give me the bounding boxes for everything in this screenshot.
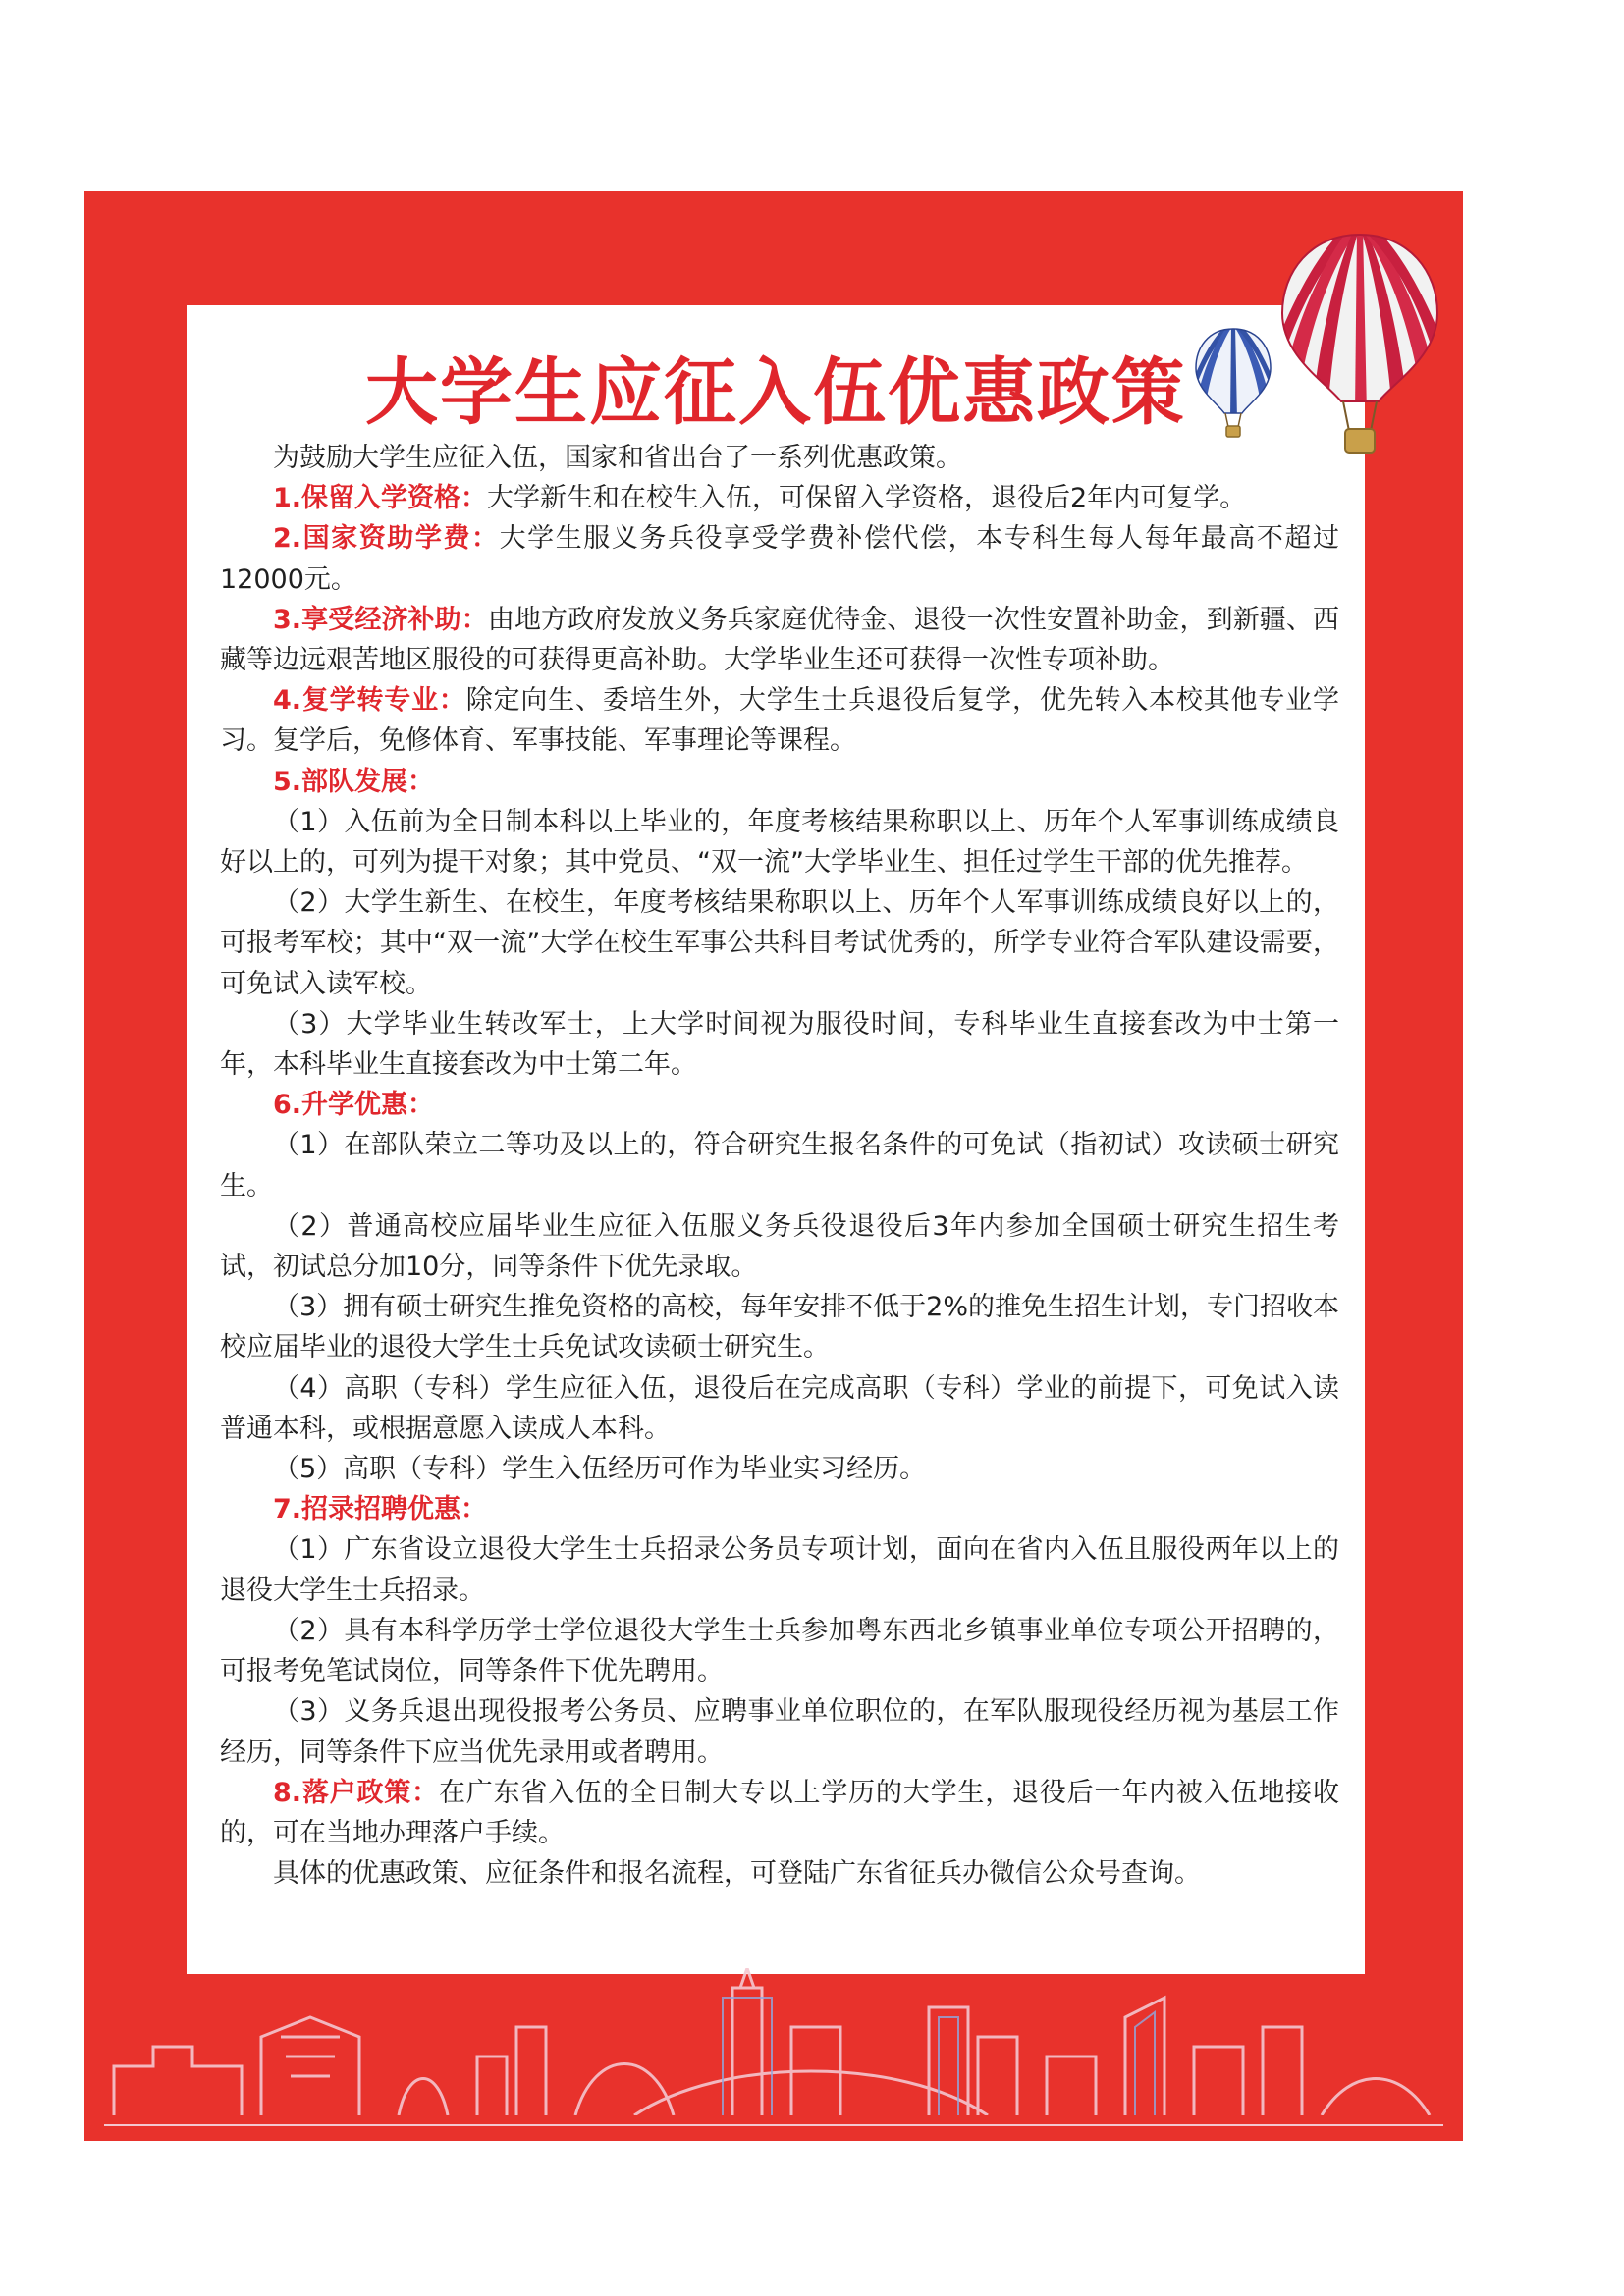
- section-6-item: （4）高职（专科）学生应征入伍，退役后在完成高职（专科）学业的前提下，可免试入读普通本科，或根据意愿入读成人本科。: [220, 1372, 1339, 1444]
- section-1-text: 大学新生和在校生入伍，可保留入学资格，退役后2年内可复学。: [487, 483, 1247, 514]
- section-5-heading: [220, 762, 1339, 802]
- section-5-item: （2）大学生新生、在校生，年度考核结果称职以上、历年个人军事训练成绩良好以上的，可报考军校；其中“双一流”大学在校生军事公共科目考试优秀的，所学专业符合军队建设需要，可免试入读军校。: [220, 887, 1339, 999]
- section-1: [220, 478, 1339, 518]
- section-5-heading-text: 5.部队发展：: [273, 766, 435, 797]
- section-5-item: （3）大学毕业生转改军士，上大学时间视为服役时间，专科毕业生直接套改为中士第一年，本科毕业生直接套改为中士第二年。: [220, 1008, 1339, 1081]
- section-2: [220, 518, 1339, 599]
- section-7-item: （1）广东省设立退役大学生士兵招录公务员专项计划，面向在省内入伍且服役两年以上的退役大学生士兵招录。: [220, 1534, 1339, 1606]
- section-4-text: 除定向生、委培生外，大学生士兵退役后复学，优先转入本校其他专业学习。复学后，免修体育、军事技能、军事理论等课程。: [220, 685, 1339, 757]
- closing-paragraph: 具体的优惠政策、应征条件和报名流程，可登陆广东省征兵办微信公众号查询。: [273, 1858, 1201, 1890]
- city-skyline-illustration: [84, 1968, 1463, 2141]
- section-6-item: （3）拥有硕士研究生推免资格的高校，每年安排不低于2%的推免生招生计划，专门招收本校应届毕业的退役大学生士兵免试攻读硕士研究生。: [220, 1292, 1340, 1363]
- policy-text: [220, 438, 1339, 1894]
- section-5-item: （1）入伍前为全日制本科以上毕业的，年度考核结果称职以上、历年个人军事训练成绩良好以上的，可列为提干对象；其中党员、“双一流”大学毕业生、担任过学生干部的优先推荐。: [220, 806, 1339, 879]
- section-4-heading: 4.复学转专业：: [273, 685, 466, 717]
- section-3-text: 由地方政府发放义务兵家庭优待金、退役一次性安置补助金，到新疆、西藏等边远艰苦地区服役的可获得更高补助。大学毕业生还可获得一次性专项补助。: [220, 604, 1340, 676]
- section-7-heading-text: 7.招录招聘优惠：: [273, 1494, 488, 1525]
- page-title: 大学生应征入伍优惠政策: [365, 350, 1186, 435]
- section-2-heading: 2.国家资助学费：: [273, 523, 500, 555]
- section-8-heading: 8.落户政策：: [273, 1777, 439, 1808]
- section-3-heading: 3.享受经济补助：: [273, 604, 488, 635]
- section-6-item: （2）普通高校应届毕业生应征入伍服义务兵役退役后3年内参加全国硕士研究生招生考试，初试总分加10分，同等条件下优先录取。: [220, 1210, 1339, 1283]
- section-1-heading: 1.保留入学资格：: [273, 483, 488, 514]
- section-6-item: （1）在部队荣立二等功及以上的，符合研究生报名条件的可免试（指初试）攻读硕士研究生。: [220, 1130, 1339, 1201]
- section-7-heading: [220, 1489, 1339, 1529]
- section-8-text: 在广东省入伍的全日制大专以上学历的大学生，退役后一年内被入伍地接收的，可在当地办理落户手续。: [220, 1777, 1340, 1848]
- section-8: [220, 1773, 1339, 1853]
- section-4: [220, 680, 1339, 761]
- section-6-item: （5）高职（专科）学生入伍经历可作为毕业实习经历。: [273, 1454, 927, 1485]
- section-6-heading-text: 6.升学优惠：: [273, 1090, 435, 1121]
- content-panel: [187, 305, 1365, 1974]
- section-2-text: 大学生服义务兵役享受学费补偿代偿，本专科生每人每年最高不超过12000元。: [220, 523, 1339, 595]
- hot-air-balloon-large-icon: [1276, 227, 1443, 462]
- section-3: [220, 600, 1339, 680]
- hot-air-balloon-small-icon: [1192, 325, 1274, 441]
- intro-paragraph: 为鼓励大学生应征入伍，国家和省出台了一系列优惠政策。: [273, 443, 962, 473]
- section-7-item: （2）具有本科学历学士学位退役大学生士兵参加粤东西北乡镇事业单位专项公开招聘的，可报考免笔试岗位，同等条件下优先聘用。: [220, 1615, 1339, 1687]
- poster: [84, 191, 1463, 2141]
- section-6-heading: [220, 1085, 1339, 1125]
- section-7-item: （3）义务兵退出现役报考公务员、应聘事业单位职位的，在军队服现役经历视为基层工作经历，同等条件下应当优先录用或者聘用。: [220, 1696, 1339, 1768]
